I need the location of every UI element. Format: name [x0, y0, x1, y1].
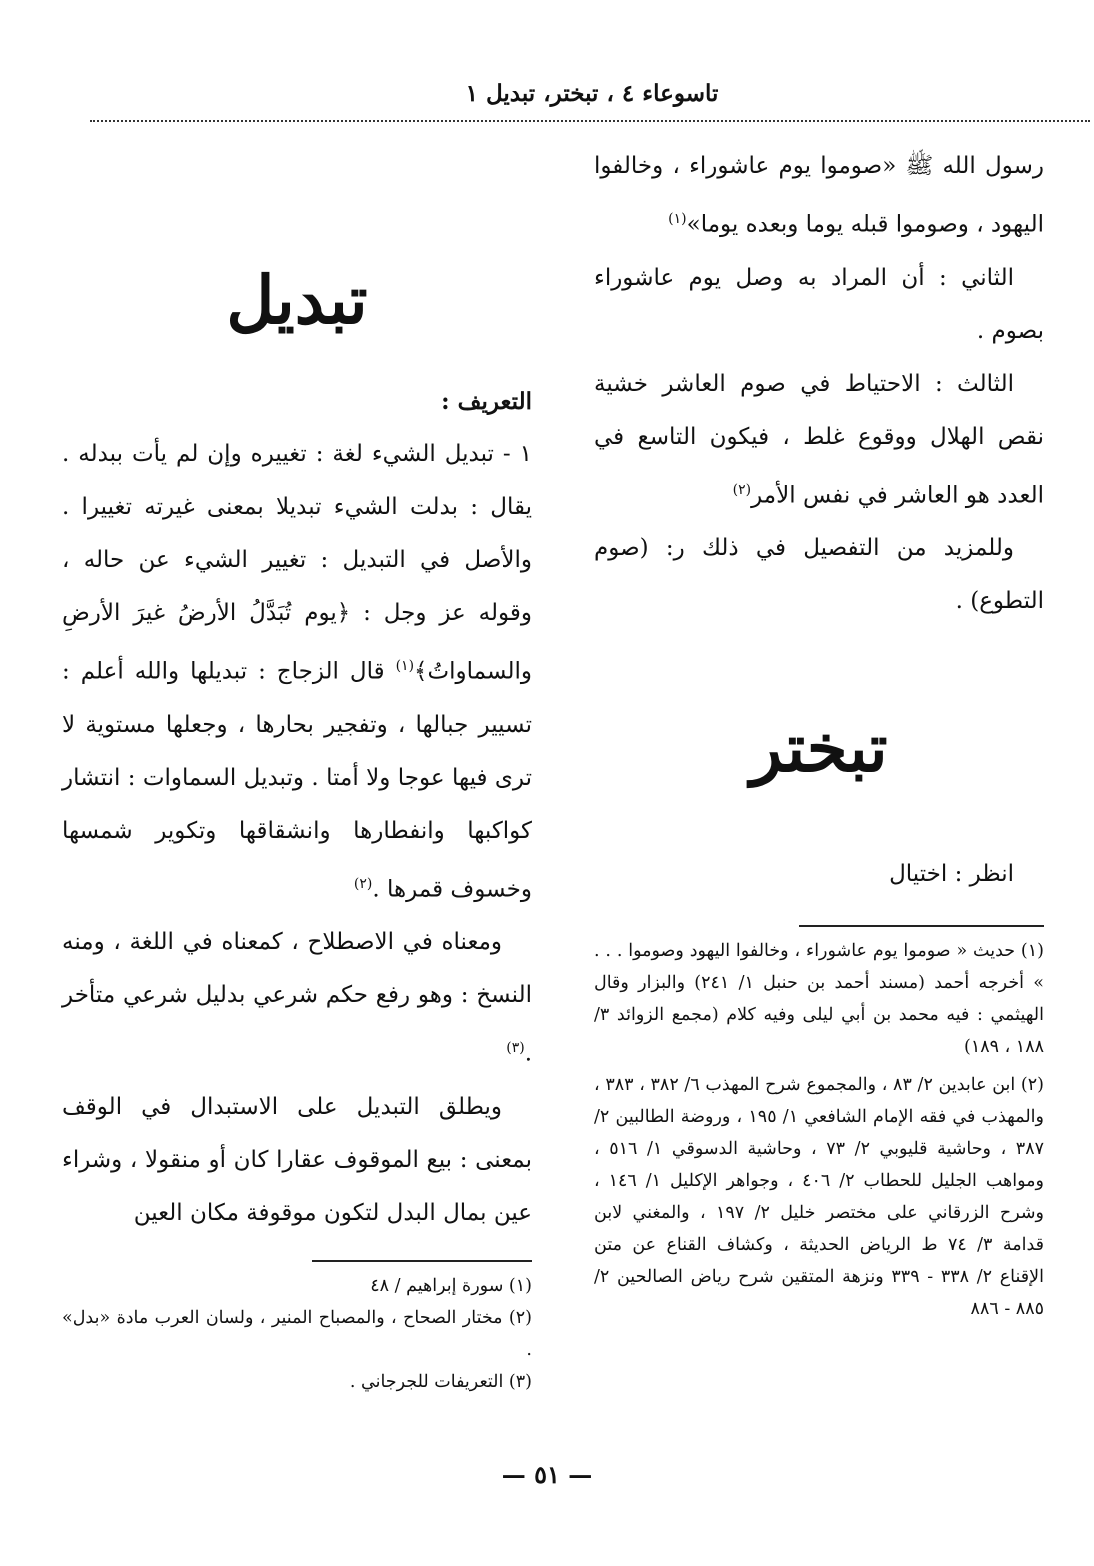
running-header: تاسوعاء ٤ ، تبختر، تبديل ١	[465, 80, 719, 107]
footnote: (١) سورة إبراهيم / ٤٨	[370, 1275, 532, 1296]
see-also: انظر : اختيال	[889, 861, 1014, 888]
paragraph	[594, 358, 1044, 523]
paragraph: وللمزيد من التفصيل في ذلك ر: (صوم التطوع) .	[594, 535, 1044, 615]
footnote: (٢) ابن عابدين ٢/ ٨٣ ، والمجموع شرح المهذب ٦/ ٣٨٢ ، ٣٨٣ ، والمهذب في فقه الإمام الشافعي ١/ ١٩٥ ، وروضة الطالبين ٢/ ٣٨٧ ، وحاشية قليوبي ٢/ ٧٣ ، وحاشية الدسوقي ١/ ٥١٦ ، ومواهب الجليل للحطاب ٢/ ٤٠٦ ، وجواهر الإكليل ١/ ١٤٦ ، وشرح الزرقاني على مختصر خليل ٢/ ١٩٧ ، والمغني لابن قدامة ٣/ ٧٤ ط الرياض الحديثة ، وكشاف القناع عن متن الإقناع ٢/ ٣٣٨ - ٣٣٩ ونزهة المتقين شرح رياض الصالحين ٢/ ٨٨٥ - ٨٨٦	[594, 1075, 1045, 1320]
paragraph-text: ومعناه في الاصطلاح ، كمعناه في اللغة ، ومنه النسخ : وهو رفع حكم شرعي بدليل شرعي متأخر .	[62, 929, 532, 1067]
paragraph-text: ١ - تبديل الشيء لغة : تغييره وإن لم يأت ببدله . يقال : بدلت الشيء تبديلا بمعنى غيرته تغييرا . والأصل في التبديل : تغيير الشيء عن حاله ، وقوله عز وجل : ﴿يوم تُبَدَّلُ الأرضُ غيرَ الأرضِ والسماواتُ﴾	[62, 441, 532, 685]
section-subheading: التعريف :	[441, 388, 532, 415]
paragraph	[594, 140, 1044, 252]
entry-title-tabdil: تبديل	[226, 261, 368, 339]
footnote-ref: (٢)	[353, 875, 373, 892]
paragraph	[62, 916, 532, 1081]
right-column	[594, 140, 1044, 1325]
footnote: (٢) مختار الصحاح ، والمصباح المنير ، ولسان العرب مادة «بدل» .	[62, 1307, 532, 1360]
footnote-separator	[799, 925, 1044, 927]
footnote-separator	[312, 1260, 532, 1262]
footnote-ref: (١)	[395, 658, 415, 674]
footnote: (١) حديث « صوموا يوم عاشوراء ، وخالفوا اليهود وصوموا . . . » أخرجه أحمد (مسند أحمد بن حنبل ١/ ٢٤١) والبزار وقال الهيثمي : فيه محمد بن أبي ليلى وفيه كلام (مجمع الزوائد ٣/ ١٨٨ ، ١٨٩)	[594, 941, 1044, 1058]
paragraph-text: رسول الله ﷺ «صوموا يوم عاشوراء ، وخالفوا اليهود ، وصوموا قبله يوما وبعده يوما»	[594, 153, 1044, 238]
paragraph-text: الثالث : الاحتياط في صوم العاشر خشية نقص الهلال ووقوع غلط ، فيكون التاسع في العدد هو العاشر في نفس الأمر	[594, 370, 1044, 509]
page-number: — ٥١ —	[501, 1460, 593, 1489]
footnote: (٣) التعريفات للجرجاني .	[349, 1371, 532, 1392]
header-dotted-rule	[90, 120, 1090, 122]
footnote-ref: (٢)	[732, 481, 752, 498]
entry-title-tabakhtur: تبختر	[750, 709, 888, 788]
paragraph	[62, 428, 532, 916]
footnote-ref: (٣)	[506, 1040, 525, 1057]
footnote-ref: (١)	[668, 211, 687, 227]
left-column	[62, 140, 532, 1398]
paragraph: ويطلق التبديل على الاستبدال في الوقف بمعنى : بيع الموقوف عقارا كان أو منقولا ، وشراء عين بمال البدل لتكون موقوفة مكان العين	[62, 1093, 532, 1226]
paragraph: الثاني : أن المراد به وصل يوم عاشوراء بصوم .	[594, 264, 1044, 344]
paragraph-text: قال الزجاج : تبديلها والله أعلم : تسيير جبالها ، وتفجير بحارها ، وجعلها مستوية لا ترى فيها عوجا ولا أمتا . وتبديل السماوات : انتشار كواكبها وانفطارها وانشقاقها وتكوير شمسها وخسوف قمرها .	[62, 658, 532, 903]
